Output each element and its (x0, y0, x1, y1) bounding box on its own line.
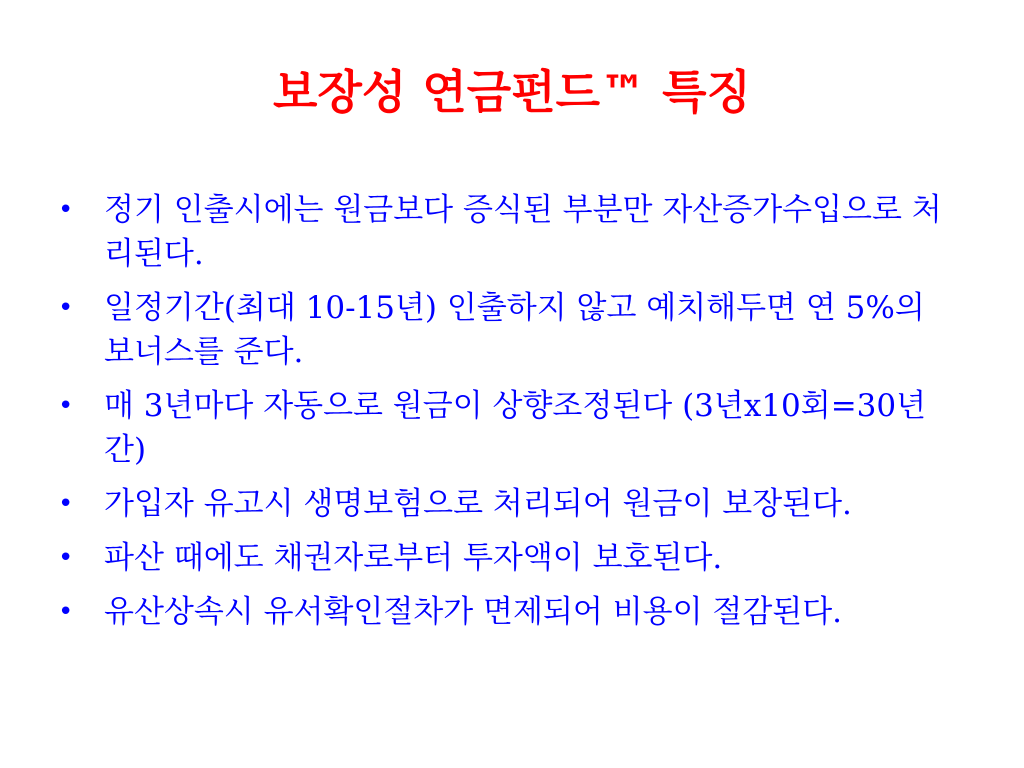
bullet-dot-icon: • (58, 195, 74, 225)
bullet-item (58, 384, 958, 472)
bullet-item (58, 188, 958, 276)
bullet-dot-icon: • (58, 293, 74, 323)
bullet-text: 파산 때에도 채권자로부터 투자액이 보호된다. (104, 540, 723, 576)
bullet-dot-icon: • (58, 391, 74, 421)
bullet-text: 정기 인출시에는 원금보다 증식된 부분만 자산증가수입으로 처리된다. (104, 192, 942, 272)
slide-title: 보장성 연금펀드™ 특징 (273, 65, 751, 119)
bullet-item (58, 590, 958, 634)
bullet-dot-icon: • (58, 489, 74, 519)
bullet-text: 가입자 유고시 생명보험으로 처리되어 원금이 보장된다. (104, 486, 852, 522)
bullet-item (58, 536, 958, 580)
bullet-item (58, 482, 958, 526)
bullet-item (58, 286, 958, 374)
bullet-text: 일정기간(최대 10-15년) 인출하지 않고 예치해두면 연 5%의 보너스를 준다. (104, 290, 925, 370)
bullet-list (58, 188, 958, 644)
bullet-dot-icon: • (58, 597, 74, 627)
bullet-text: 유산상속시 유서확인절차가 면제되어 비용이 절감된다. (104, 594, 843, 630)
bullet-text: 매 3년마다 자동으로 원금이 상향조정된다 (3년x10회=30년간) (104, 388, 927, 468)
bullet-dot-icon: • (58, 543, 74, 573)
